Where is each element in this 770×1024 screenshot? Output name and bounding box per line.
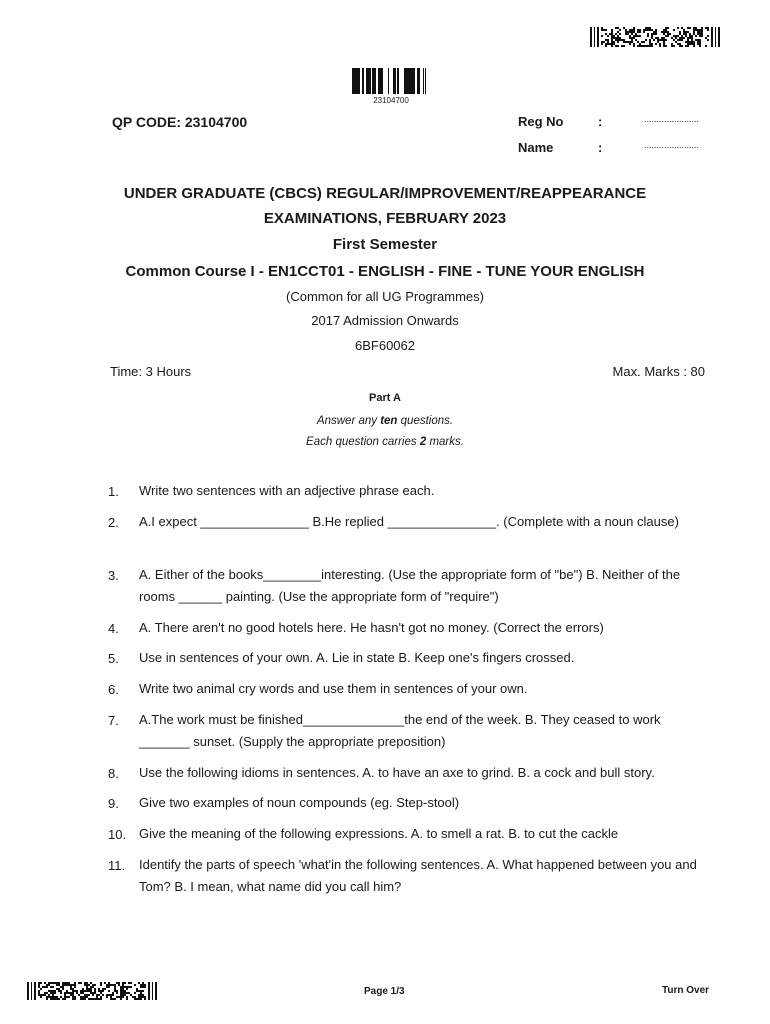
semester: First Semester	[332, 236, 438, 253]
name-colon: :	[598, 140, 603, 155]
instruction-count: ten	[380, 415, 398, 427]
barcode-number: 23104700	[373, 96, 409, 105]
question-text: Use the following idioms in sentences. A. to have an axe to grind. B. a cock and bull story.	[139, 765, 655, 780]
question-number: 8.	[108, 766, 119, 781]
question-number: 2.	[108, 515, 119, 530]
part-instruction	[0, 415, 770, 427]
name-field[interactable]: ......................	[644, 140, 700, 150]
name-label: Name	[518, 140, 554, 155]
part-label: Part A	[369, 392, 401, 404]
common-programmes: (Common for all UG Programmes)	[286, 289, 484, 304]
marks-post: marks.	[426, 436, 464, 448]
admission-year: 2017 Admission Onwards	[311, 313, 459, 328]
exam-title-line2: EXAMINATIONS, FEBRUARY 2023	[263, 210, 507, 227]
marks-pre: Each question carries	[306, 436, 420, 448]
question-text: Identify the parts of speech 'what'in the following sentences. A. What happened between you and Tom? B. I mean, what name did you call him?	[139, 857, 697, 894]
question-number: 4.	[108, 621, 119, 636]
question-number: 11.	[108, 858, 126, 873]
question-text: Give two examples of noun compounds (eg. Step-stool)	[139, 795, 460, 810]
question-text: Write two animal cry words and use them in sentences of your own.	[139, 681, 528, 696]
question-text: Write two sentences with an adjective phrase each.	[139, 483, 435, 498]
marks-value: 2	[419, 436, 427, 448]
question-text: Give the meaning of the following expressions. A. to smell a rat. B. to cut the cackle	[139, 826, 619, 841]
qp-code: QP CODE: 23104700	[112, 114, 248, 130]
instruction-pre: Answer any	[316, 415, 381, 427]
question-number: 3.	[108, 568, 119, 583]
question-text: A. Either of the books________interesting. (Use the appropriate form of "be") B. Neither of the rooms ______ painting. (Use the appropriate form of "require")	[139, 567, 681, 604]
turn-over-label: Turn Over	[662, 985, 710, 996]
top-right-barcode	[590, 27, 720, 47]
part-marks	[0, 436, 770, 448]
max-marks: Max. Marks : 80	[612, 364, 705, 379]
paper-code: 6BF60062	[355, 338, 415, 353]
question-number: 1.	[108, 484, 119, 499]
question-text: A.The work must be finished______________the end of the week. B. They ceased to work _______ sunset. (Supply the appropriate preposition)	[139, 712, 661, 749]
reg-no-colon: :	[598, 114, 603, 129]
reg-no-field[interactable]: ......................	[644, 114, 700, 124]
question-number: 5.	[108, 651, 119, 666]
reg-no-label: Reg No	[518, 114, 564, 129]
exam-title-line1: UNDER GRADUATE (CBCS) REGULAR/IMPROVEMENT/REAPPEARANCE	[123, 185, 647, 202]
question-text: Use in sentences of your own. A. Lie in state B. Keep one's fingers crossed.	[139, 650, 575, 665]
page-number: Page 1/3	[364, 986, 405, 997]
instruction-post: questions.	[397, 415, 454, 427]
course-title: Common Course I - EN1CCT01 - ENGLISH - FINE - TUNE YOUR ENGLISH	[125, 263, 645, 280]
question-number: 6.	[108, 682, 119, 697]
time-allowed: Time: 3 Hours	[110, 364, 192, 379]
question-number: 10.	[108, 827, 127, 842]
question-number: 9.	[108, 796, 119, 811]
question-number: 7.	[108, 713, 119, 728]
center-barcode	[352, 68, 430, 94]
question-text: A.I expect _______________ B.He replied _______________. (Complete with a noun clause)	[139, 514, 679, 529]
question-text: A. There aren't no good hotels here. He hasn't got no money. (Correct the errors)	[139, 620, 604, 635]
bottom-left-barcode	[27, 982, 157, 1000]
